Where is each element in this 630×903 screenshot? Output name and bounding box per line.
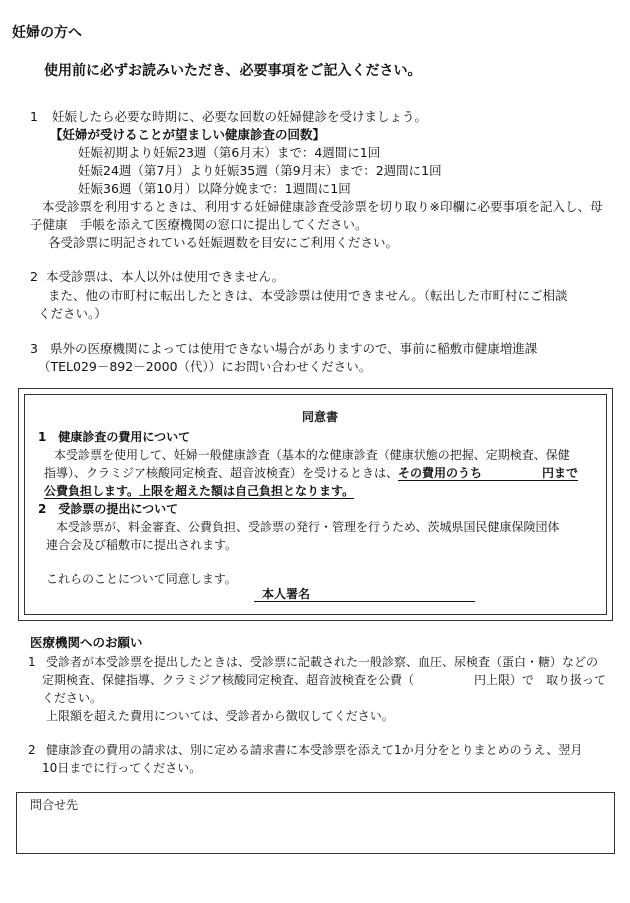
page-subtitle: 使用前に必ずお読みいただき、必要事項をご記入ください。: [44, 63, 422, 79]
medical-item2-line1: 健康診査の費用の請求は、別に定める請求書に本受診票を添えて1か月分をとりまとめのうえ、翌月: [46, 743, 583, 757]
consent-item1-line2-plain: 指導）、クラミジア核酸同定検査、超音波検査）を受けるときは、: [44, 466, 399, 480]
signature-line[interactable]: [254, 601, 475, 602]
signature-label: 本人署名: [262, 587, 311, 601]
contact-label: 問合せ先: [30, 798, 79, 812]
page-title: 妊婦の方へ: [12, 25, 82, 41]
section2-line1: 本受診票は、本人以外は使用できません。: [46, 269, 285, 284]
section1-para2: 各受診票に明記されている妊娠週数を目安にご利用ください。: [48, 235, 399, 250]
consent-item1-line2: [44, 464, 578, 482]
medical-item1-line1: 受診者が本受診票を提出したときは、受診票に記載された一般診察、血圧、尿検査（蛋白・糖）などの: [46, 655, 599, 669]
medical-item1-line4: 上限額を超えた費用については、受診者から徴収してください。: [46, 709, 394, 723]
schedule-item-2: 妊娠24週（第7月）より妊娠35週（第9月末）まで：2週間に1回: [78, 163, 442, 178]
consent-item1-line3: 公費負担します。上限を超えた額は自己負担となります。: [44, 484, 355, 498]
medical-item1-line2: 定期検査、保健指導、クラミジア核酸同定検査、超音波検査を公費（ 円上限）で 取り扱って: [42, 673, 607, 687]
section1-line1: 妊娠したら必要な時期に、必要な回数の妊婦健診を受けましょう。: [52, 109, 428, 124]
section2-line2: また、他の市町村に転出したときは、本受診票は使用できません。（転出した市町村にご相談: [48, 288, 568, 303]
schedule-item-1: 妊娠初期より妊娠23週（第6月末）まで：4週間に1回: [78, 145, 381, 160]
medical-item2-line2: 10日までに行ってください。: [42, 761, 202, 775]
medical-item1-number: 1: [28, 655, 36, 669]
section2-number: 2: [30, 269, 38, 284]
section2-line3: ください。）: [38, 306, 107, 321]
consent-item2-line2: 連合会及び稲敷市に提出されます。: [46, 538, 238, 552]
section3-number: 3: [30, 341, 38, 356]
consent-item1-line2-underlined: その費用のうち 円まで: [398, 466, 579, 480]
consent-item1-heading: 1 健康診査の費用について: [38, 430, 191, 444]
section1-heading: 【妊婦が受けることが望ましい健康診査の回数】: [50, 127, 326, 142]
contact-box[interactable]: [16, 792, 615, 854]
section3-line1: 県外の医療機関によっては使用できない場合がありますので、事前に稲敷市健康増進課: [50, 341, 538, 356]
schedule-item-3: 妊娠36週（第10月）以降分娩まで：1週間に1回: [78, 181, 351, 196]
section1-number: 1: [30, 109, 38, 124]
medical-item1-line3: ください。: [42, 691, 103, 705]
consent-agree: これらのことについて同意します。: [46, 572, 237, 586]
medical-heading: 医療機関へのお願い: [30, 635, 143, 650]
section1-para1-a: 本受診票を利用するときは、利用する妊婦健康診査受診票を切り取り※印欄に必要事項を記入し、母: [42, 199, 603, 214]
consent-item2-line1: 本受診票が、料金審査、公費負担、受診票の発行・管理を行うため、茨城県国民健康保険団体: [56, 520, 560, 534]
consent-item1-line1: 本受診票を使用して、妊婦一般健康診査（基本的な健康診査（健康状態の把握、定期検査、保健: [54, 448, 570, 462]
section3-line2: （TEL029－892－2000（代））にお問い合わせください。: [38, 359, 372, 374]
consent-title: 同意書: [302, 410, 339, 424]
section1-para1-b: 子健康 手帳を添えて医療機関の窓口に提出してください。: [30, 217, 368, 232]
consent-item2-heading: 2 受診票の提出について: [38, 502, 179, 516]
medical-item2-number: 2: [28, 743, 36, 757]
